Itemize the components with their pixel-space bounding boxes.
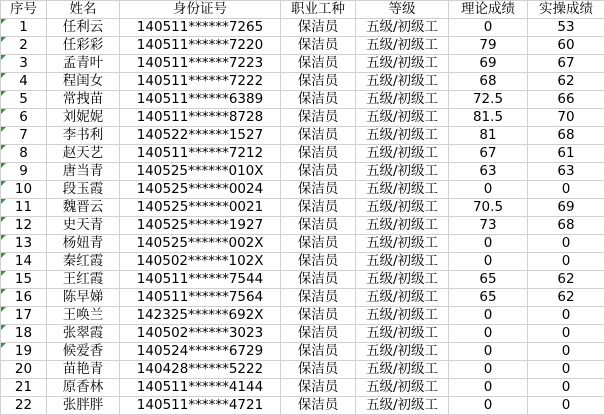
cell-name[interactable]: 赵天艺 bbox=[47, 145, 120, 163]
cell-occupation[interactable]: 保洁员 bbox=[281, 397, 356, 415]
cell-id[interactable]: 140511******7212 bbox=[120, 145, 281, 163]
cell-practical[interactable]: 0 bbox=[528, 397, 604, 415]
cell-id[interactable]: 140522******1527 bbox=[120, 127, 281, 145]
table-row bbox=[1, 361, 604, 379]
cell-practical[interactable]: 67 bbox=[528, 55, 604, 73]
cell-index[interactable]: 6 bbox=[1, 109, 47, 127]
cell-index[interactable]: 8 bbox=[1, 145, 47, 163]
header-cell-level[interactable]: 等级 bbox=[356, 1, 449, 19]
table-row bbox=[1, 325, 604, 343]
cell-index[interactable]: 10 bbox=[1, 181, 47, 199]
cell-practical[interactable]: 69 bbox=[528, 199, 604, 217]
cell-level[interactable]: 五级/初级工 bbox=[356, 163, 449, 181]
table-row bbox=[1, 37, 604, 55]
table-row bbox=[1, 55, 604, 73]
cell-name[interactable]: 任彩彩 bbox=[47, 37, 120, 55]
cell-practical[interactable]: 0 bbox=[528, 235, 604, 253]
table-row bbox=[1, 217, 604, 235]
cell-index[interactable]: 5 bbox=[1, 91, 47, 109]
cell-practical[interactable]: 62 bbox=[528, 73, 604, 91]
cell-level[interactable]: 五级/初级工 bbox=[356, 253, 449, 271]
cell-occupation[interactable]: 保洁员 bbox=[281, 235, 356, 253]
header-cell-name[interactable]: 姓名 bbox=[47, 1, 120, 19]
cell-occupation[interactable]: 保洁员 bbox=[281, 73, 356, 91]
table-row bbox=[1, 271, 604, 289]
cell-occupation[interactable]: 保洁员 bbox=[281, 127, 356, 145]
error-indicator-icon bbox=[1, 217, 6, 222]
error-indicator-icon bbox=[1, 181, 6, 186]
cell-level[interactable]: 五级/初级工 bbox=[356, 307, 449, 325]
cell-index[interactable]: 9 bbox=[1, 163, 47, 181]
cell-theory[interactable]: 0 bbox=[449, 19, 528, 37]
cell-theory[interactable]: 67 bbox=[449, 145, 528, 163]
error-indicator-icon bbox=[1, 163, 6, 168]
cell-practical[interactable]: 63 bbox=[528, 163, 604, 181]
cell-id[interactable]: 140511******8728 bbox=[120, 109, 281, 127]
cell-theory[interactable]: 79 bbox=[449, 37, 528, 55]
cell-occupation[interactable]: 保洁员 bbox=[281, 217, 356, 235]
cell-occupation[interactable]: 保洁员 bbox=[281, 199, 356, 217]
error-indicator-icon bbox=[1, 343, 6, 348]
cell-practical[interactable]: 68 bbox=[528, 127, 604, 145]
error-indicator-icon bbox=[1, 55, 6, 60]
table-row bbox=[1, 289, 604, 307]
cell-theory[interactable]: 0 bbox=[449, 361, 528, 379]
cell-index[interactable]: 12 bbox=[1, 217, 47, 235]
cell-index[interactable]: 14 bbox=[1, 253, 47, 271]
error-indicator-icon bbox=[1, 325, 6, 330]
cell-level[interactable]: 五级/初级工 bbox=[356, 181, 449, 199]
cell-theory[interactable]: 0 bbox=[449, 325, 528, 343]
cell-id[interactable]: 140428******5222 bbox=[120, 361, 281, 379]
cell-practical[interactable]: 53 bbox=[528, 19, 604, 37]
header-cell-theory[interactable]: 理论成绩 bbox=[449, 1, 528, 19]
cell-practical[interactable]: 0 bbox=[528, 343, 604, 361]
error-indicator-icon bbox=[1, 145, 6, 150]
error-indicator-icon bbox=[1, 73, 6, 78]
error-indicator-icon bbox=[1, 19, 6, 24]
cell-id[interactable]: 140525******010X bbox=[120, 163, 281, 181]
cell-id[interactable]: 140525******0021 bbox=[120, 199, 281, 217]
cell-practical[interactable]: 0 bbox=[528, 253, 604, 271]
cell-id[interactable]: 140511******4144 bbox=[120, 379, 281, 397]
cell-name[interactable]: 段玉霞 bbox=[47, 181, 120, 199]
cell-occupation[interactable]: 保洁员 bbox=[281, 163, 356, 181]
cell-index[interactable]: 20 bbox=[1, 361, 47, 379]
cell-name[interactable]: 刘妮妮 bbox=[47, 109, 120, 127]
cell-id[interactable]: 140525******1927 bbox=[120, 217, 281, 235]
table-row bbox=[1, 379, 604, 397]
cell-practical[interactable]: 0 bbox=[528, 379, 604, 397]
cell-occupation[interactable]: 保洁员 bbox=[281, 145, 356, 163]
table-row bbox=[1, 181, 604, 199]
header-cell-practical[interactable]: 实操成绩 bbox=[528, 1, 604, 19]
table-body bbox=[1, 19, 604, 415]
cell-level[interactable]: 五级/初级工 bbox=[356, 271, 449, 289]
header-row bbox=[1, 1, 604, 19]
cell-occupation[interactable]: 保洁员 bbox=[281, 91, 356, 109]
table-row bbox=[1, 397, 604, 415]
cell-index[interactable]: 16 bbox=[1, 289, 47, 307]
cell-index[interactable]: 17 bbox=[1, 307, 47, 325]
cell-name[interactable]: 李书利 bbox=[47, 127, 120, 145]
cell-level[interactable]: 五级/初级工 bbox=[356, 19, 449, 37]
cell-level[interactable]: 五级/初级工 bbox=[356, 73, 449, 91]
cell-occupation[interactable]: 保洁员 bbox=[281, 361, 356, 379]
cell-index[interactable]: 1 bbox=[1, 19, 47, 37]
table-row bbox=[1, 343, 604, 361]
cell-name[interactable]: 王唤兰 bbox=[47, 307, 120, 325]
table-row bbox=[1, 91, 604, 109]
header-cell-id[interactable]: 身份证号 bbox=[120, 1, 281, 19]
cell-occupation[interactable]: 保洁员 bbox=[281, 271, 356, 289]
cell-id[interactable]: 140511******6389 bbox=[120, 91, 281, 109]
cell-level[interactable]: 五级/初级工 bbox=[356, 127, 449, 145]
table-row bbox=[1, 73, 604, 91]
cell-index[interactable]: 18 bbox=[1, 325, 47, 343]
cell-level[interactable]: 五级/初级工 bbox=[356, 397, 449, 415]
cell-name[interactable]: 常拽苗 bbox=[47, 91, 120, 109]
cell-level[interactable]: 五级/初级工 bbox=[356, 109, 449, 127]
cell-index[interactable]: 22 bbox=[1, 397, 47, 415]
cell-name[interactable]: 秦红霞 bbox=[47, 253, 120, 271]
cell-occupation[interactable]: 保洁员 bbox=[281, 343, 356, 361]
table-row bbox=[1, 127, 604, 145]
cell-name[interactable]: 程闺女 bbox=[47, 73, 120, 91]
table-row bbox=[1, 235, 604, 253]
cell-index[interactable]: 3 bbox=[1, 55, 47, 73]
cell-name[interactable]: 王红霞 bbox=[47, 271, 120, 289]
table-row bbox=[1, 199, 604, 217]
cell-theory[interactable]: 0 bbox=[449, 379, 528, 397]
cell-level[interactable]: 五级/初级工 bbox=[356, 217, 449, 235]
cell-level[interactable]: 五级/初级工 bbox=[356, 91, 449, 109]
table-row bbox=[1, 307, 604, 325]
cell-theory[interactable]: 0 bbox=[449, 343, 528, 361]
table-row bbox=[1, 163, 604, 181]
cell-id[interactable]: 140511******7223 bbox=[120, 55, 281, 73]
cell-id[interactable]: 140525******002X bbox=[120, 235, 281, 253]
table-row bbox=[1, 109, 604, 127]
error-indicator-icon bbox=[1, 199, 6, 204]
cell-index[interactable]: 19 bbox=[1, 343, 47, 361]
cell-name[interactable]: 魏晋云 bbox=[47, 199, 120, 217]
cell-name[interactable]: 杨妞青 bbox=[47, 235, 120, 253]
error-indicator-icon bbox=[1, 253, 6, 258]
table-row bbox=[1, 145, 604, 163]
cell-theory[interactable]: 0 bbox=[449, 307, 528, 325]
cell-level[interactable]: 五级/初级工 bbox=[356, 199, 449, 217]
cell-level[interactable]: 五级/初级工 bbox=[356, 361, 449, 379]
table-row bbox=[1, 19, 604, 37]
error-indicator-icon bbox=[1, 307, 6, 312]
header-cell-index[interactable]: 序号 bbox=[1, 1, 47, 19]
cell-name[interactable]: 史天青 bbox=[47, 217, 120, 235]
cell-id[interactable]: 140511******7544 bbox=[120, 271, 281, 289]
cell-index[interactable]: 15 bbox=[1, 271, 47, 289]
cell-occupation[interactable]: 保洁员 bbox=[281, 379, 356, 397]
cell-occupation[interactable]: 保洁员 bbox=[281, 19, 356, 37]
cell-id[interactable]: 140524******6729 bbox=[120, 343, 281, 361]
cell-occupation[interactable]: 保洁员 bbox=[281, 253, 356, 271]
cell-name[interactable]: 任利云 bbox=[47, 19, 120, 37]
cell-level[interactable]: 五级/初级工 bbox=[356, 55, 449, 73]
cell-theory[interactable]: 63 bbox=[449, 163, 528, 181]
cell-theory[interactable]: 65 bbox=[449, 271, 528, 289]
cell-practical[interactable]: 70 bbox=[528, 109, 604, 127]
cell-index[interactable]: 21 bbox=[1, 379, 47, 397]
cell-name[interactable]: 原香林 bbox=[47, 379, 120, 397]
cell-level[interactable]: 五级/初级工 bbox=[356, 289, 449, 307]
cell-id[interactable]: 140511******4721 bbox=[120, 397, 281, 415]
cell-id[interactable]: 140511******7220 bbox=[120, 37, 281, 55]
cell-practical[interactable]: 0 bbox=[528, 307, 604, 325]
cell-practical[interactable]: 0 bbox=[528, 361, 604, 379]
cell-practical[interactable]: 0 bbox=[528, 181, 604, 199]
cell-name[interactable]: 孟青叶 bbox=[47, 55, 120, 73]
cell-practical[interactable]: 66 bbox=[528, 91, 604, 109]
cell-id[interactable]: 140525******0024 bbox=[120, 181, 281, 199]
error-indicator-icon bbox=[1, 127, 6, 132]
error-indicator-icon bbox=[1, 37, 6, 42]
error-indicator-icon bbox=[1, 271, 6, 276]
table-row bbox=[1, 253, 604, 271]
cell-occupation[interactable]: 保洁员 bbox=[281, 307, 356, 325]
cell-level[interactable]: 五级/初级工 bbox=[356, 37, 449, 55]
cell-theory[interactable]: 73 bbox=[449, 217, 528, 235]
cell-index[interactable]: 2 bbox=[1, 37, 47, 55]
cell-index[interactable]: 4 bbox=[1, 73, 47, 91]
cell-occupation[interactable]: 保洁员 bbox=[281, 55, 356, 73]
cell-theory[interactable]: 81.5 bbox=[449, 109, 528, 127]
cell-theory[interactable]: 0 bbox=[449, 181, 528, 199]
cell-theory[interactable]: 70.5 bbox=[449, 199, 528, 217]
cell-practical[interactable]: 61 bbox=[528, 145, 604, 163]
cell-id[interactable]: 140502******102X bbox=[120, 253, 281, 271]
cell-name[interactable]: 张胖胖 bbox=[47, 397, 120, 415]
cell-name[interactable]: 苗艳青 bbox=[47, 361, 120, 379]
cell-id[interactable]: 140502******3023 bbox=[120, 325, 281, 343]
cell-id[interactable]: 142325******692X bbox=[120, 307, 281, 325]
cell-id[interactable]: 140511******7222 bbox=[120, 73, 281, 91]
error-indicator-icon bbox=[1, 235, 6, 240]
cell-theory[interactable]: 81 bbox=[449, 127, 528, 145]
cell-level[interactable]: 五级/初级工 bbox=[356, 145, 449, 163]
cell-practical[interactable]: 68 bbox=[528, 217, 604, 235]
cell-index[interactable]: 7 bbox=[1, 127, 47, 145]
cell-level[interactable]: 五级/初级工 bbox=[356, 235, 449, 253]
cell-occupation[interactable]: 保洁员 bbox=[281, 325, 356, 343]
cell-level[interactable]: 五级/初级工 bbox=[356, 379, 449, 397]
cell-theory[interactable]: 0 bbox=[449, 235, 528, 253]
cell-practical[interactable]: 62 bbox=[528, 271, 604, 289]
cell-level[interactable]: 五级/初级工 bbox=[356, 343, 449, 361]
cell-theory[interactable]: 65 bbox=[449, 289, 528, 307]
cell-practical[interactable]: 0 bbox=[528, 325, 604, 343]
error-indicator-icon bbox=[1, 289, 6, 294]
cell-occupation[interactable]: 保洁员 bbox=[281, 181, 356, 199]
error-indicator-icon bbox=[1, 91, 6, 96]
cell-practical[interactable]: 60 bbox=[528, 37, 604, 55]
cell-index[interactable]: 13 bbox=[1, 235, 47, 253]
cell-theory[interactable]: 72.5 bbox=[449, 91, 528, 109]
cell-id[interactable]: 140511******7265 bbox=[120, 19, 281, 37]
cell-theory[interactable]: 0 bbox=[449, 253, 528, 271]
cell-practical[interactable]: 62 bbox=[528, 289, 604, 307]
cell-name[interactable]: 唐当青 bbox=[47, 163, 120, 181]
cell-occupation[interactable]: 保洁员 bbox=[281, 37, 356, 55]
cell-occupation[interactable]: 保洁员 bbox=[281, 109, 356, 127]
cell-occupation[interactable]: 保洁员 bbox=[281, 289, 356, 307]
cell-name[interactable]: 候爱香 bbox=[47, 343, 120, 361]
error-indicator-icon bbox=[1, 109, 6, 114]
header-cell-occupation[interactable]: 职业工种 bbox=[281, 1, 356, 19]
cell-theory[interactable]: 69 bbox=[449, 55, 528, 73]
cell-theory[interactable]: 68 bbox=[449, 73, 528, 91]
cell-name[interactable]: 陈早娣 bbox=[47, 289, 120, 307]
cell-id[interactable]: 140511******7564 bbox=[120, 289, 281, 307]
cell-name[interactable]: 张翠霞 bbox=[47, 325, 120, 343]
cell-index[interactable]: 11 bbox=[1, 199, 47, 217]
cell-theory[interactable]: 0 bbox=[449, 397, 528, 415]
cell-level[interactable]: 五级/初级工 bbox=[356, 325, 449, 343]
